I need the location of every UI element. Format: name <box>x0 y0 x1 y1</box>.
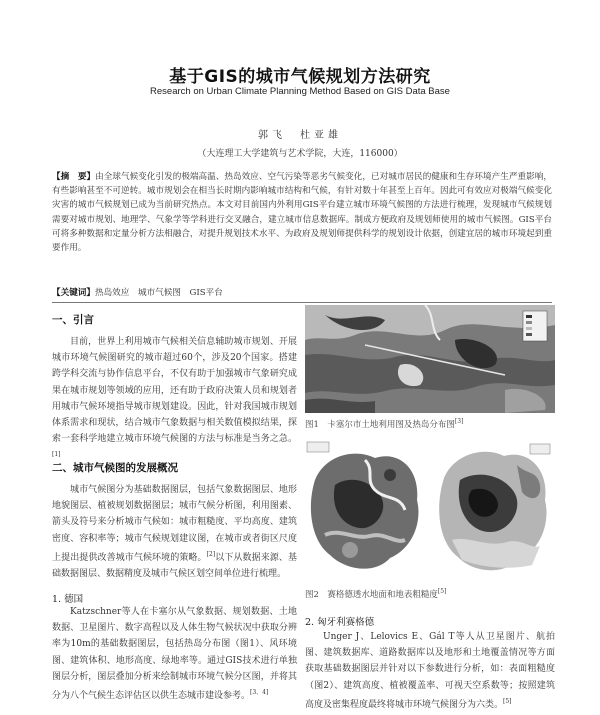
szeged-text: Unger J、Lelovics E、Gál T等人从卫星图片、航拍图、建筑数据库、道路数据库以及地形和土地覆盖情况等方面获取基础数据图层并针对以下参数进行分析，如：表面粗糙度（图2）、建筑高度、植被覆盖率、可视天空系数等；按照建筑高度及密集程度最终将城市环境气候图分为六类。 <box>305 632 555 710</box>
subheading-szeged: 2. 匈牙利赛格德 <box>305 617 375 628</box>
citation: [5] <box>503 697 512 705</box>
keywords-label: 【关键词】 <box>52 288 95 298</box>
overview-text: 城市气候图分为基础数据图层，包括气象数据图层、地形地貌图层、植被规划数据图层；城市气候分析图，利用图素、箭头及符号来分析城市气候如：城市粗糙度、平均高度、建筑密度、容积率等；城市气候规划建议图，在城市或者街区尺度上提出提供改善城市气候环境的策略。 <box>52 485 297 563</box>
authors: 郭飞 杜亚雄 <box>258 130 342 141</box>
abstract-label: 【摘 要】 <box>52 172 96 182</box>
figure-2-caption <box>305 588 446 600</box>
abstract-text: 由全球气候变化引发的极端高温、热岛效应、空气污染等恶劣气候变化，已对城市居民的健康和生存环境产生严重影响，有些影响甚至不可逆转。城市规划会在相当长时期内影响城市结构和气候，有针对数十年甚至上百年。因此可有效应对极端气候变化灾害的城市气候规划已成为当前研究热点。本文对目前国内外利用GIS平台建立城市环境气候图的方法进行梳理，发现城市气候规划需要对城市规划、地理学、气象学等学科进行交叉融合，建立城市信息数据库。制成方便政府及规划师使用的城市气候图。GIS平台可将多种数据和定量分析方法相融合，对提升规划技术水平、为政府及规划师提供科学的规划设计依据，创建宜居的城市环境起到重要作用。 <box>52 172 552 254</box>
figure-2-left-image <box>305 440 427 580</box>
citation: [2] <box>206 550 216 558</box>
figure-2-right-image <box>432 440 554 580</box>
citation: [3、4] <box>250 689 269 697</box>
affiliation: （大连理工大学建筑与艺术学院，大连，116000） <box>197 149 403 159</box>
intro-paragraph <box>52 334 297 467</box>
overview-text-cont: 以下从数据来源、基础数据图层、数据精度及城市气候区划空间单位进行梳理。 <box>52 552 297 580</box>
figure-2-caption-text: 图2 赛格德透水地面和地表粗糙度 <box>305 590 438 600</box>
abstract <box>52 170 552 255</box>
germany-paragraph <box>52 604 297 704</box>
germany-text: Katzschner等人在卡塞尔从气象数据、规划数据、土地数据、卫星图片、数字高程以及人体生物气候状况中获取分辨率为10m的基础数据图层，包括热岛分布图（图1）、风环境图、建筑体积、地形高度、绿地率等。通过GIS技术进行单独图层分析，图层叠加分析来绘制城市环境气候分区图，并将其分为八个气候生态评估区以供生态城市建设参考。 <box>52 607 297 702</box>
figure-1-caption <box>305 418 463 430</box>
szeged-paragraph <box>305 629 555 713</box>
overview-paragraph <box>52 482 297 582</box>
citation: [1] <box>52 451 61 459</box>
paper-title-english: Research on Urban Climate Planning Method Based on GIS Data Base <box>150 86 450 97</box>
figure-1-caption-text: 图1 卡塞尔市土地利用图及热岛分布图 <box>305 420 455 430</box>
divider <box>52 302 552 303</box>
figure-1-image <box>305 305 555 413</box>
section-heading-overview: 二、城市气候图的发展概况 <box>52 462 178 474</box>
section-heading-intro: 一、引言 <box>52 314 94 326</box>
subheading-germany: 1. 德国 <box>52 594 84 605</box>
keywords-text: 热岛效应 城市气候图 GIS平台 <box>94 288 223 298</box>
paper-title: 基于GIS的城市气候规划方法研究 <box>169 67 431 87</box>
citation: [5] <box>437 588 447 596</box>
intro-text: 目前，世界上利用城市气候相关信息辅助城市规划、开展城市环境气候图研究的城市超过60个，涉及20个国家。搭建跨学科交流与协作信息平台，不仅有助于加强城市气象研究成果在城市规划等领域的应用，还有助于政府决策人员和规划者用城市气候环境指导城市规划建设。因此，针对我国城市规划体系需求和现状，结合城市气象数据与相关数值模拟结果，探索一套科学地建立城市环境气候图的方法与标准是当务之急。 <box>52 337 297 445</box>
keywords <box>52 286 552 298</box>
citation: [3] <box>454 418 464 426</box>
